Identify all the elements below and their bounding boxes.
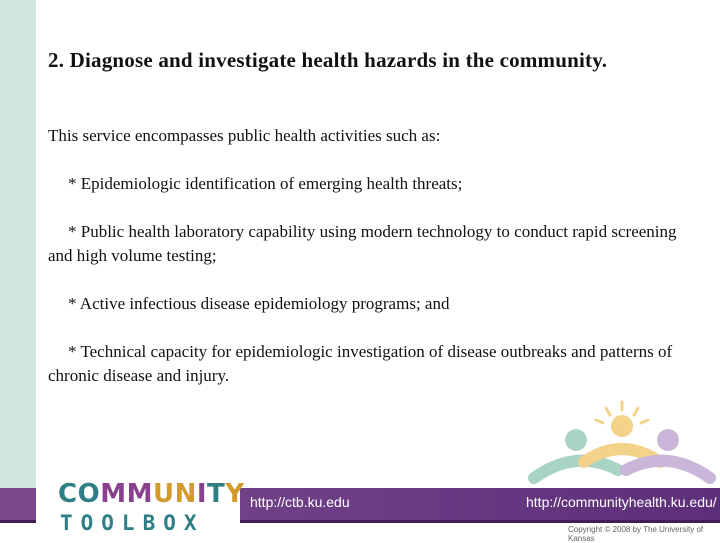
person-head-purple: [657, 429, 679, 451]
bullet-item: * Active infectious disease epidemiology programs; and: [68, 294, 450, 313]
communityhealth-link[interactable]: http://communityhealth.ku.edu/: [526, 494, 717, 510]
ctb-link[interactable]: http://ctb.ku.edu: [250, 494, 350, 510]
bullet-item: * Public health laboratory capability using modern technology to conduct rapid screening and high volume testing;: [48, 222, 677, 265]
logo-toolbox: TOOLBOX: [60, 511, 205, 535]
slide-title: 2. Diagnose and investigate health hazards in the community.: [48, 48, 608, 72]
bullet-item: * Technical capacity for epidemiologic investigation of disease outbreaks and patterns of chronic disease and injury.: [48, 342, 673, 385]
person-head-gold: [611, 415, 633, 437]
person-arc-teal: [534, 461, 618, 478]
left-accent-strip: [0, 0, 36, 488]
intro-paragraph: This service encompasses public health activities such as:: [48, 126, 441, 145]
community-people-graphic: [526, 400, 716, 490]
slide-body: [48, 124, 698, 412]
copyright-notice: Copyright © 2008 by The University of Kansas: [568, 525, 704, 543]
bullet-item: * Epidemiologic identification of emerging health threats;: [68, 174, 463, 193]
person-head-teal: [565, 429, 587, 451]
person-arc-purple: [626, 461, 710, 478]
logo-community: COMMUNITY: [58, 479, 245, 509]
